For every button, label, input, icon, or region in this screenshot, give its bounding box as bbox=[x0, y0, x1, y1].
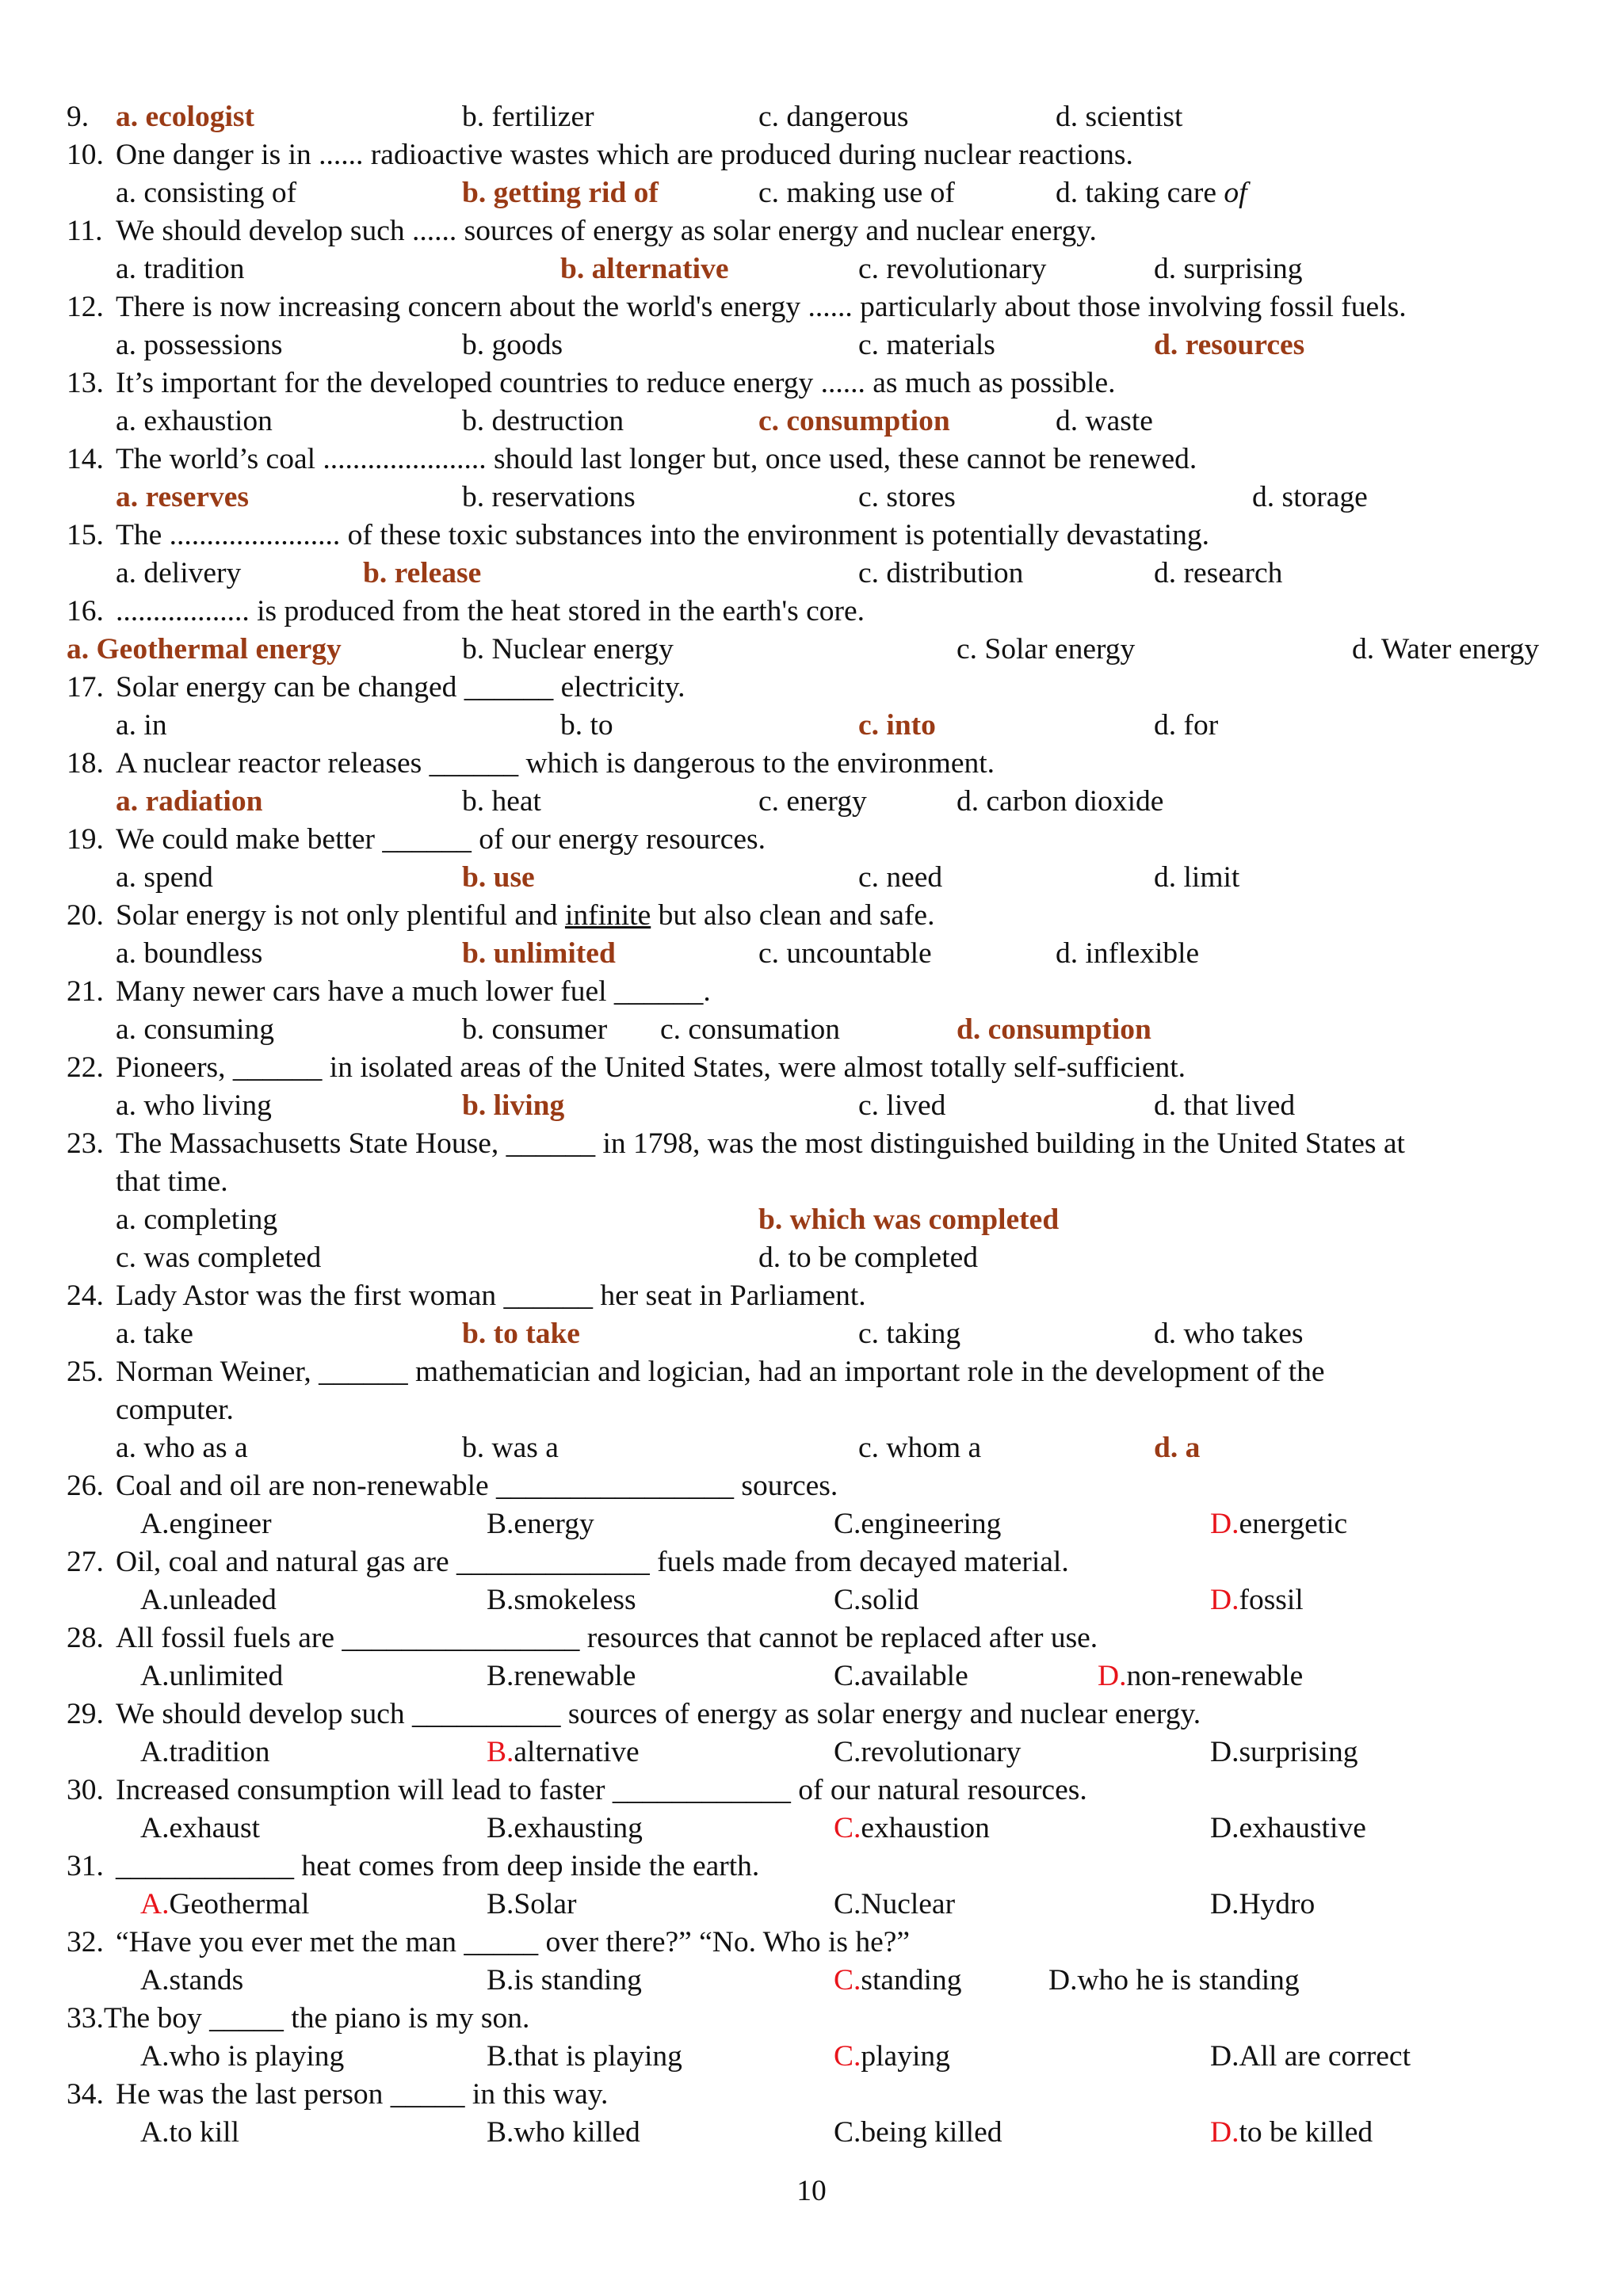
answer-option bbox=[1210, 2114, 1373, 2152]
question-number: 34. bbox=[67, 2078, 104, 2111]
question-stem: The Massachusetts State House, ______ in 1798, was the most distinguished building in the United States at bbox=[116, 1127, 1405, 1160]
answer-option bbox=[1210, 1733, 1358, 1772]
correct-answer-option: a. ecologist bbox=[116, 101, 254, 133]
correct-answer-option: d. consumption bbox=[957, 1013, 1151, 1046]
option-text: revolutionary bbox=[861, 1736, 1022, 1768]
answer-option bbox=[487, 1505, 594, 1543]
correct-option-letter: C. bbox=[834, 1812, 861, 1844]
answer-option: c. materials bbox=[858, 329, 995, 361]
question-stem: We should develop such __________ sources of energy as solar energy and nuclear energy. bbox=[116, 1698, 1201, 1730]
answer-option: d. for bbox=[1154, 709, 1219, 742]
option-letter: C. bbox=[834, 1584, 861, 1616]
option-text: surprising bbox=[1239, 1736, 1358, 1768]
option-letter: A. bbox=[140, 1964, 170, 1997]
correct-answer-option: a. Geothermal energy bbox=[67, 633, 342, 666]
answer-option: c. revolutionary bbox=[858, 253, 1047, 285]
question-stem: It’s important for the developed countries to reduce energy ...... as much as possible. bbox=[116, 367, 1116, 399]
answer-option bbox=[487, 1657, 636, 1695]
question-stem: Pioneers, ______ in isolated areas of the United States, were almost totally self-sufficient. bbox=[116, 1051, 1186, 1084]
option-text: energy bbox=[514, 1508, 594, 1540]
question-number: 13. bbox=[67, 367, 104, 399]
answer-option bbox=[1098, 1657, 1303, 1695]
page-number: 10 bbox=[796, 2175, 827, 2207]
answer-option: a. boundless bbox=[116, 937, 263, 970]
answer-option: c. taking bbox=[858, 1318, 961, 1350]
answer-option bbox=[1210, 1581, 1304, 1619]
correct-answer-option: b. alternative bbox=[560, 253, 729, 285]
answer-option bbox=[140, 1505, 272, 1543]
answer-option: d. inflexible bbox=[1056, 937, 1200, 970]
question-stem: Solar energy can be changed ______ electricity. bbox=[116, 671, 685, 704]
option-text: who he is standing bbox=[1077, 1964, 1300, 1997]
answer-option: b. reservations bbox=[462, 481, 636, 513]
answer-option: c. consumation bbox=[660, 1013, 841, 1046]
option-text: exhaustive bbox=[1239, 1812, 1366, 1844]
answer-option bbox=[140, 1581, 277, 1619]
option-letter: C. bbox=[834, 2116, 861, 2149]
correct-answer-option: b. to take bbox=[462, 1318, 580, 1350]
answer-option bbox=[140, 1962, 243, 2000]
option-text: stands bbox=[169, 1964, 244, 1997]
option-text: Geothermal bbox=[169, 1888, 310, 1920]
answer-option: c. making use of bbox=[758, 177, 955, 209]
question-number: 11. bbox=[67, 215, 103, 247]
correct-answer-option: c. into bbox=[858, 709, 936, 742]
question-number: 31. bbox=[67, 1850, 104, 1882]
answer-option bbox=[1210, 1505, 1347, 1543]
option-text: to kill bbox=[169, 2116, 240, 2149]
answer-option: c. uncountable bbox=[758, 937, 932, 970]
option-letter: D. bbox=[1210, 1888, 1239, 1920]
option-text: solid bbox=[861, 1584, 919, 1616]
option-text: renewable bbox=[514, 1660, 636, 1692]
option-letter: D. bbox=[1210, 1812, 1239, 1844]
question-number: 14. bbox=[67, 443, 104, 475]
answer-option: d. that lived bbox=[1154, 1089, 1296, 1122]
answer-option: c. stores bbox=[858, 481, 956, 513]
option-text: who killed bbox=[514, 2116, 640, 2149]
answer-option: d. Water energy bbox=[1352, 633, 1540, 666]
option-letter: A. bbox=[140, 1584, 170, 1616]
question-number: 23. bbox=[67, 1127, 104, 1160]
correct-answer-option: b. getting rid of bbox=[462, 177, 659, 209]
answer-option bbox=[140, 2038, 344, 2076]
option-text: exhausting bbox=[514, 1812, 643, 1844]
question-number: 19. bbox=[67, 823, 104, 856]
question-stem-line2: that time. bbox=[116, 1165, 228, 1198]
answer-option: b. to bbox=[560, 709, 613, 742]
question-stem: Oil, coal and natural gas are _____________ fuels made from decayed material. bbox=[116, 1546, 1069, 1578]
answer-option bbox=[834, 1657, 968, 1695]
question-stem: A nuclear reactor releases ______ which is dangerous to the environment. bbox=[116, 747, 995, 780]
stem-text: but also clean and safe. bbox=[651, 899, 935, 932]
answer-option bbox=[834, 1581, 918, 1619]
option-text: being killed bbox=[861, 2116, 1002, 2149]
question-stem: Lady Astor was the first woman ______ her seat in Parliament. bbox=[116, 1280, 866, 1312]
underlined-word: infinite bbox=[564, 899, 651, 932]
answer-option bbox=[487, 1733, 640, 1772]
question-stem: 33.The boy _____ the piano is my son. bbox=[67, 2002, 530, 2035]
correct-answer-option: d. resources bbox=[1154, 329, 1305, 361]
option-text: tradition bbox=[169, 1736, 270, 1768]
question-number: 25. bbox=[67, 1356, 104, 1388]
answer-option bbox=[1210, 2038, 1411, 2076]
answer-option bbox=[1210, 1810, 1366, 1848]
answer-option: c. distribution bbox=[858, 557, 1024, 589]
option-letter: B. bbox=[487, 1508, 514, 1540]
option-text: Solar bbox=[514, 1888, 577, 1920]
option-letter: A. bbox=[140, 1660, 170, 1692]
option-text: Nuclear bbox=[861, 1888, 956, 1920]
answer-option: d. scientist bbox=[1056, 101, 1183, 133]
option-text-italic: of bbox=[1224, 177, 1247, 209]
question-stem bbox=[116, 897, 934, 935]
option-letter: C. bbox=[834, 1888, 861, 1920]
answer-option: a. spend bbox=[116, 861, 213, 894]
option-text: exhaust bbox=[169, 1812, 261, 1844]
question-stem: One danger is in ...... radioactive wastes which are produced during nuclear reactions. bbox=[116, 139, 1133, 171]
answer-option: c. was completed bbox=[116, 1241, 322, 1274]
answer-option: a. consisting of bbox=[116, 177, 297, 209]
option-text: available bbox=[861, 1660, 968, 1692]
answer-option: d. storage bbox=[1252, 481, 1368, 513]
answer-option: c. whom a bbox=[858, 1432, 982, 1464]
question-number: 10. bbox=[67, 139, 104, 171]
correct-answer-option: b. unlimited bbox=[462, 937, 616, 970]
question-number: 22. bbox=[67, 1051, 104, 1084]
option-text: Hydro bbox=[1239, 1888, 1316, 1920]
answer-option: c. Solar energy bbox=[957, 633, 1136, 666]
option-letter: A. bbox=[140, 2040, 170, 2073]
answer-option bbox=[140, 1810, 260, 1848]
answer-option bbox=[834, 1886, 955, 1924]
answer-option bbox=[834, 1962, 961, 2000]
question-stem: We should develop such ...... sources of energy as solar energy and nuclear energy. bbox=[116, 215, 1097, 247]
question-number: 32. bbox=[67, 1926, 104, 1958]
question-stem: Increased consumption will lead to faster ____________ of our natural resources. bbox=[116, 1774, 1087, 1806]
question-stem: All fossil fuels are ________________ resources that cannot be replaced after use. bbox=[116, 1622, 1098, 1654]
answer-option: a. consuming bbox=[116, 1013, 274, 1046]
option-text: smokeless bbox=[514, 1584, 636, 1616]
question-number: 9. bbox=[67, 101, 90, 133]
option-text: to be killed bbox=[1239, 2116, 1373, 2149]
answer-option: a. possessions bbox=[116, 329, 283, 361]
answer-option: a. completing bbox=[116, 1203, 278, 1236]
question-number: 26. bbox=[67, 1470, 104, 1502]
answer-option: b. destruction bbox=[462, 405, 624, 437]
option-letter: C. bbox=[834, 1736, 861, 1768]
correct-answer-option: b. which was completed bbox=[758, 1203, 1060, 1236]
option-letter: C. bbox=[834, 1508, 861, 1540]
answer-option: b. heat bbox=[462, 785, 541, 818]
option-text: d. taking care bbox=[1056, 177, 1224, 209]
correct-option-letter: D. bbox=[1098, 1660, 1127, 1692]
answer-option bbox=[1210, 1886, 1315, 1924]
answer-option: a. who as a bbox=[116, 1432, 248, 1464]
correct-answer-option: a. reserves bbox=[116, 481, 249, 513]
option-text: unleaded bbox=[169, 1584, 277, 1616]
question-number: 21. bbox=[67, 975, 104, 1008]
option-letter: D. bbox=[1210, 1736, 1239, 1768]
question-number: 18. bbox=[67, 747, 104, 780]
answer-option: a. delivery bbox=[116, 557, 242, 589]
answer-option bbox=[487, 1581, 636, 1619]
answer-option bbox=[487, 2038, 682, 2076]
question-stem: ____________ heat comes from deep inside the earth. bbox=[116, 1850, 760, 1882]
option-text: fossil bbox=[1239, 1584, 1304, 1616]
option-letter: B. bbox=[487, 1812, 514, 1844]
answer-option: b. goods bbox=[462, 329, 563, 361]
option-text: playing bbox=[861, 2040, 950, 2073]
option-letter: A. bbox=[140, 2116, 170, 2149]
answer-option bbox=[834, 2114, 1002, 2152]
option-letter: B. bbox=[487, 1660, 514, 1692]
answer-option bbox=[834, 1810, 990, 1848]
question-stem: He was the last person _____ in this way. bbox=[116, 2078, 609, 2111]
answer-option: b. Nuclear energy bbox=[462, 633, 674, 666]
answer-option bbox=[140, 2114, 239, 2152]
option-letter: B. bbox=[487, 2040, 514, 2073]
correct-option-letter: A. bbox=[140, 1888, 170, 1920]
option-letter: D. bbox=[1210, 2040, 1239, 2073]
correct-answer-option: a. radiation bbox=[116, 785, 263, 818]
answer-option bbox=[487, 2114, 640, 2152]
option-letter: C. bbox=[834, 1660, 861, 1692]
question-stem: The world’s coal ...................... should last longer but, once used, these cannot be renewed. bbox=[116, 443, 1197, 475]
question-number: 16. bbox=[67, 595, 104, 627]
option-text: engineering bbox=[861, 1508, 1002, 1540]
answer-option bbox=[834, 1733, 1021, 1772]
answer-option: d. carbon dioxide bbox=[957, 785, 1164, 818]
question-stem: We could make better ______ of our energy resources. bbox=[116, 823, 766, 856]
question-number: 29. bbox=[67, 1698, 104, 1730]
option-letter: D. bbox=[1048, 1964, 1078, 1997]
correct-answer-option: b. release bbox=[363, 557, 482, 589]
correct-option-letter: D. bbox=[1210, 2116, 1239, 2149]
correct-option-letter: C. bbox=[834, 1964, 861, 1997]
option-letter: B. bbox=[487, 1964, 514, 1997]
option-text: who is playing bbox=[169, 2040, 345, 2073]
answer-option: a. exhaustion bbox=[116, 405, 273, 437]
answer-option: a. tradition bbox=[116, 253, 245, 285]
option-text: that is playing bbox=[514, 2040, 682, 2073]
answer-option bbox=[140, 1733, 270, 1772]
answer-option bbox=[487, 1962, 642, 2000]
option-letter: A. bbox=[140, 1508, 170, 1540]
answer-option: c. lived bbox=[858, 1089, 946, 1122]
option-text: All are correct bbox=[1239, 2040, 1411, 2073]
answer-option: d. research bbox=[1154, 557, 1283, 589]
correct-answer-option: b. living bbox=[462, 1089, 565, 1122]
answer-option: d. to be completed bbox=[758, 1241, 979, 1274]
correct-option-letter: B. bbox=[487, 1736, 514, 1768]
question-stem: “Have you ever met the man _____ over there?” “No. Who is he?” bbox=[116, 1926, 911, 1958]
answer-option bbox=[1048, 1962, 1300, 2000]
option-text: unlimited bbox=[169, 1660, 284, 1692]
answer-option: a. who living bbox=[116, 1089, 272, 1122]
option-text: standing bbox=[861, 1964, 962, 1997]
answer-option: b. consumer bbox=[462, 1013, 608, 1046]
answer-option bbox=[834, 2038, 950, 2076]
answer-option: b. was a bbox=[462, 1432, 559, 1464]
correct-option-letter: D. bbox=[1210, 1584, 1239, 1616]
question-number: 30. bbox=[67, 1774, 104, 1806]
question-number: 17. bbox=[67, 671, 104, 704]
option-letter: B. bbox=[487, 1584, 514, 1616]
question-number: 24. bbox=[67, 1280, 104, 1312]
stem-text: Solar energy is not only plentiful and bbox=[116, 899, 565, 932]
correct-option-letter: C. bbox=[834, 2040, 861, 2073]
option-letter: B. bbox=[487, 1888, 514, 1920]
question-number: 20. bbox=[67, 899, 104, 932]
answer-option: b. fertilizer bbox=[462, 101, 594, 133]
option-letter: A. bbox=[140, 1736, 170, 1768]
question-stem-line2: computer. bbox=[116, 1394, 234, 1426]
answer-option bbox=[487, 1886, 577, 1924]
option-letter: B. bbox=[487, 2116, 514, 2149]
question-stem: Many newer cars have a much lower fuel ______. bbox=[116, 975, 711, 1008]
option-text: alternative bbox=[514, 1736, 640, 1768]
option-text: engineer bbox=[169, 1508, 272, 1540]
question-number: 28. bbox=[67, 1622, 104, 1654]
answer-option: c. dangerous bbox=[758, 101, 909, 133]
option-text: exhaustion bbox=[861, 1812, 990, 1844]
answer-option bbox=[834, 1505, 1001, 1543]
question-number: 15. bbox=[67, 519, 104, 551]
question-stem: There is now increasing concern about the world's energy ...... particularly about those involving fossil fuels. bbox=[116, 291, 1407, 323]
option-text: is standing bbox=[514, 1964, 642, 1997]
correct-answer-option: b. use bbox=[462, 861, 535, 894]
question-number: 27. bbox=[67, 1546, 104, 1578]
question-stem: .................. is produced from the heat stored in the earth's core. bbox=[116, 595, 865, 627]
answer-option: d. surprising bbox=[1154, 253, 1303, 285]
answer-option bbox=[1056, 174, 1247, 212]
answer-option: c. energy bbox=[758, 785, 867, 818]
correct-option-letter: D. bbox=[1210, 1508, 1239, 1540]
answer-option: a. take bbox=[116, 1318, 193, 1350]
answer-option bbox=[487, 1810, 643, 1848]
question-stem: Norman Weiner, ______ mathematician and logician, had an important role in the development of the bbox=[116, 1356, 1325, 1388]
option-text: energetic bbox=[1239, 1508, 1348, 1540]
correct-answer-option: c. consumption bbox=[758, 405, 950, 437]
question-stem: The ....................... of these toxic substances into the environment is potentially devastating. bbox=[116, 519, 1209, 551]
option-text: non-renewable bbox=[1126, 1660, 1304, 1692]
question-stem: Coal and oil are non-renewable ________________ sources. bbox=[116, 1470, 838, 1502]
answer-option: c. need bbox=[858, 861, 943, 894]
answer-option: d. limit bbox=[1154, 861, 1240, 894]
option-letter: A. bbox=[140, 1812, 170, 1844]
question-number: 12. bbox=[67, 291, 104, 323]
answer-option: d. who takes bbox=[1154, 1318, 1304, 1350]
correct-answer-option: d. a bbox=[1154, 1432, 1201, 1464]
answer-option bbox=[140, 1657, 283, 1695]
answer-option bbox=[140, 1886, 309, 1924]
answer-option: d. waste bbox=[1056, 405, 1153, 437]
answer-option: a. in bbox=[116, 709, 167, 742]
